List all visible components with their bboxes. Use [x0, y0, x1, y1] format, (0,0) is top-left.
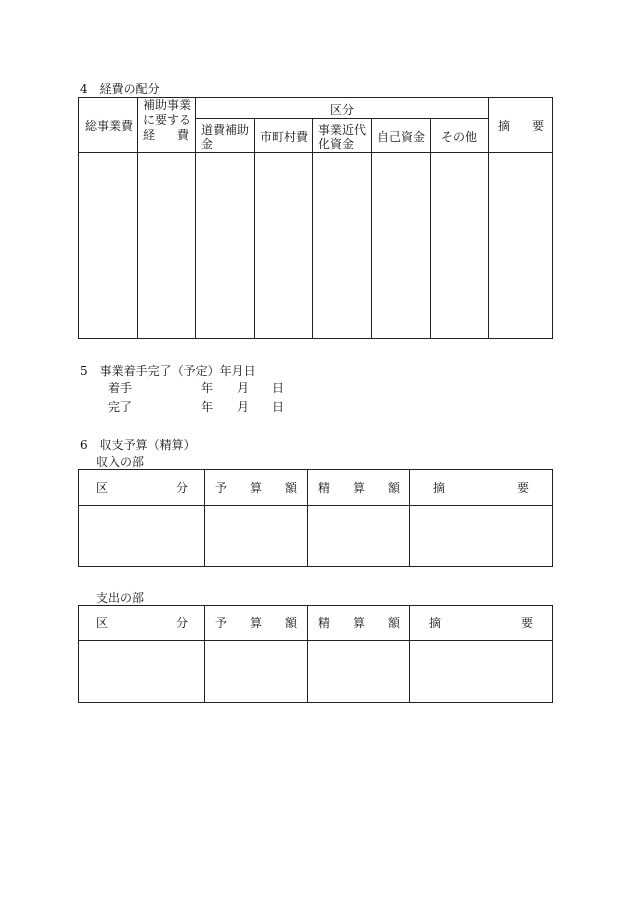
section6-title: 6 収支予算（精算）	[80, 438, 196, 452]
income-col-settlement-b: 算	[352, 481, 365, 495]
income-col-settlement-a: 精	[318, 481, 331, 495]
header-pref-subsidy-line2: 金	[201, 137, 214, 151]
expense-col-budget-b: 算	[249, 616, 262, 630]
income-col-remarks-a: 摘	[433, 481, 446, 495]
expense-col-category-b: 分	[175, 616, 188, 630]
expense-col-budget	[215, 616, 297, 630]
income-col-settlement	[318, 481, 400, 495]
expense-col-settlement-c: 額	[387, 616, 400, 630]
header-own-funds: 自己資金	[377, 130, 426, 144]
start-label: 着手	[108, 381, 133, 395]
income-col-remarks	[433, 481, 529, 495]
expense-col-category	[96, 616, 188, 630]
header-other: その他	[441, 130, 478, 144]
start-year: 年	[201, 381, 214, 395]
expense-col-remarks-b: 要	[520, 616, 533, 630]
end-month: 月	[237, 400, 250, 414]
expense-col-settlement-a: 精	[318, 616, 331, 630]
header-remarks	[498, 119, 544, 133]
expense-col-budget-a: 予	[215, 616, 228, 630]
expense-col-category-a: 区	[96, 616, 109, 630]
income-col-budget-b: 算	[249, 481, 262, 495]
start-month: 月	[237, 381, 250, 395]
end-year: 年	[201, 400, 214, 414]
header-municipal: 市町村費	[260, 130, 309, 144]
expense-col-remarks	[429, 616, 533, 630]
header-modernization-line1: 事業近代	[318, 123, 367, 137]
expense-col-remarks-a: 摘	[429, 616, 442, 630]
end-day: 日	[272, 400, 285, 414]
header-remarks-b: 要	[531, 119, 544, 133]
income-col-budget	[215, 481, 297, 495]
header-remarks-a: 摘	[498, 119, 511, 133]
header-pref-subsidy-line1: 道費補助	[201, 123, 250, 137]
income-col-budget-c: 額	[284, 481, 297, 495]
expense-col-budget-c: 額	[284, 616, 297, 630]
header-breakdown: 区分	[330, 103, 355, 117]
header-modernization-line2: 化資金	[318, 137, 355, 151]
section4-title: 4 経費の配分	[80, 82, 160, 96]
expense-col-settlement-b: 算	[352, 616, 365, 630]
income-col-category-a: 区	[96, 481, 109, 495]
income-col-category-b: 分	[175, 481, 188, 495]
income-col-remarks-b: 要	[516, 481, 529, 495]
income-col-category	[96, 481, 188, 495]
end-label: 完了	[108, 400, 133, 414]
header-subsidized-line2: に要する	[143, 113, 192, 127]
header-subsidized-line1: 補助事業	[143, 98, 192, 112]
start-day: 日	[272, 381, 285, 395]
expense-title: 支出の部	[96, 591, 145, 605]
income-title: 収入の部	[96, 455, 145, 469]
income-col-settlement-c: 額	[387, 481, 400, 495]
section5-title: 5 事業着手完了（予定）年月日	[80, 364, 256, 378]
header-subsidized-line3b: 費	[176, 128, 189, 142]
income-col-budget-a: 予	[215, 481, 228, 495]
expense-col-settlement	[318, 616, 400, 630]
header-total-cost: 総事業費	[85, 119, 134, 133]
header-subsidized-line3a: 経	[143, 128, 156, 142]
header-subsidized-line3	[143, 128, 189, 142]
